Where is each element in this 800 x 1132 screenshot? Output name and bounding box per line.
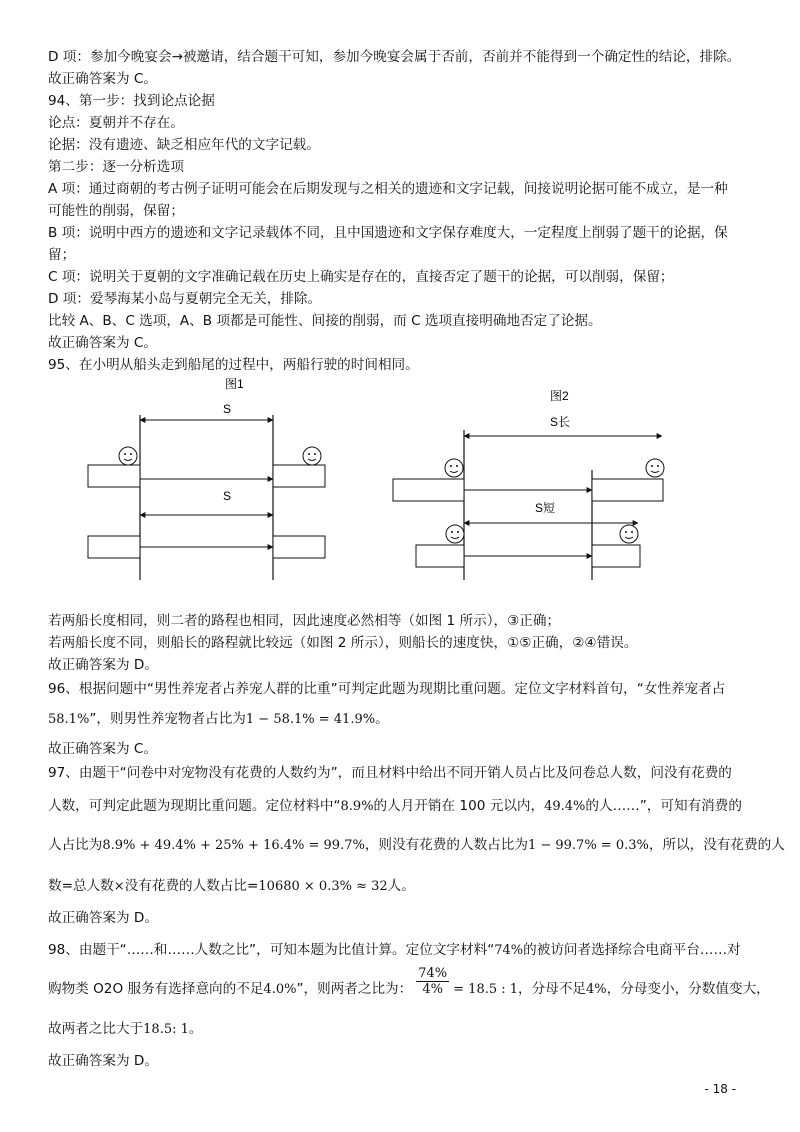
text-line: 若两船长度相同，则二者的路程也相同，因此速度必然相等（如图 1 所示），③正确； — [48, 613, 561, 629]
formula-line — [48, 710, 760, 729]
text-run: 人。 — [387, 878, 415, 894]
math-value: 74% — [494, 943, 524, 958]
boat-rect — [592, 545, 640, 567]
boat-rect — [393, 479, 464, 501]
text-run: ，所以，没有花费的人 — [648, 837, 785, 853]
distance-label: S — [223, 402, 232, 416]
math-value: 8.9% — [340, 799, 374, 814]
text-run: ，则没有花费的人数占比为 — [364, 837, 528, 853]
text-line: D 项：爱琴海某小岛与夏朝完全无关，排除。 — [48, 291, 322, 307]
fraction-numerator: 74% — [418, 965, 448, 981]
text-line: 比较 A、B、C 选项，A、B 项都是可能性、间接的削弱，而 C 选项直接明确地否定了论据。 — [48, 313, 602, 329]
text-line: 故正确答案为 D。 — [48, 1053, 158, 1069]
boat-rect — [416, 545, 464, 567]
figure-1-title: 图1 — [225, 377, 244, 391]
question-97-heading: 97、由题干“问卷中对宠物没有花费的人数约为”，而且材料中给出不同开销人员占比及问卷总人数，问没有花费的 — [48, 765, 732, 781]
person-face-icon — [646, 459, 664, 477]
distance-label: S短 — [535, 501, 556, 515]
math-formula: 18.5: 1 — [143, 1022, 189, 1037]
formula-line — [48, 941, 760, 960]
question-96-heading: 96、根据问题中“男性养宠者占养宠人群的比重”可判定此题为现期比重问题。定位文字材料首句，“女性养宠者占 — [48, 681, 726, 697]
text-line: 故正确答案为 C。 — [48, 71, 157, 87]
text-run: 人占比为 — [48, 837, 103, 853]
text-line: 故正确答案为 D。 — [48, 657, 158, 673]
text-line: A 项：通过商朝的考古例子证明可能会在后期发现与之相关的遗迹和文字记载，间接说明论据可能不成立，是一种 — [48, 181, 728, 197]
text-run: 。 — [188, 1021, 203, 1037]
distance-label: S — [223, 489, 232, 503]
question-95-heading: 95、在小明从船头走到船尾的过程中，两船行驶的时间相同。 — [48, 357, 419, 373]
text-run: ，分母不足 — [518, 981, 587, 997]
page-number: - 18 - — [704, 1082, 736, 1096]
text-run: ”，则男性养宠物者占比为 — [89, 711, 246, 727]
math-value: 4% — [586, 982, 607, 997]
fraction — [416, 966, 449, 997]
text-line: D 项：参加今晚宴会→被邀请，结合题干可知，参加今晚宴会属于否前，否前并不能得到一个确定性的结论，排除。 — [48, 49, 741, 65]
text-run: 数=总人数 — [48, 878, 114, 894]
person-face-icon — [445, 459, 463, 477]
question-94-heading: 94、第一步：找到论点论据 — [48, 93, 215, 109]
text-run: 故两者之比大于 — [48, 1021, 144, 1037]
person-face-icon — [303, 447, 321, 465]
formula-line — [48, 965, 770, 999]
text-run: 的人月开销在 100 元以内， — [373, 798, 545, 814]
math-value: 4.0% — [263, 982, 297, 997]
distance-label: S长 — [550, 415, 571, 429]
figure-1 — [88, 377, 325, 580]
text-line: 留； — [48, 247, 76, 263]
math-formula: 1 − 58.1% = 41.9% — [245, 712, 376, 727]
boat-diagram — [80, 370, 700, 590]
math-formula: = 18.5 : 1 — [453, 982, 519, 997]
text-run: ，分母变小，分数值变大， — [606, 981, 770, 997]
text-line: 可能性的削弱，保留； — [48, 203, 184, 219]
person-face-icon — [446, 525, 464, 543]
person-face-icon — [620, 525, 638, 543]
text-line: 论据：没有遗迹、缺乏相应年代的文字记载。 — [48, 137, 320, 153]
math-formula: 1 − 99.7% = 0.3% — [527, 838, 649, 853]
formula-line — [48, 1020, 760, 1039]
math-formula: 8.9% + 49.4% + 25% + 16.4% = 99.7% — [102, 838, 365, 853]
text-line: 论点：夏朝并不存在。 — [48, 115, 184, 131]
text-line: C 项：说明关于夏朝的文字准确记载在历史上确实是存在的，直接否定了题干的论据，可以削弱，保留； — [48, 269, 674, 285]
text-line: 若两船长度不同，则船长的路程就比较远（如图 2 所示），则船长的速度快，①⑤正确，②④错误。 — [48, 635, 638, 651]
text-run: 人数，可判定此题为现期比重问题。定位材料中“ — [48, 798, 341, 814]
text-run: 。 — [375, 711, 389, 727]
boat-rect — [88, 536, 140, 558]
figure-2 — [393, 389, 664, 580]
text-line: 故正确答案为 D。 — [48, 910, 158, 926]
text-run: 的人……”，可知有消费的 — [585, 798, 742, 814]
text-run: 没有花费的人数占比= — [124, 878, 259, 894]
boat-rect — [88, 465, 140, 487]
math-symbol: × — [113, 879, 125, 894]
math-value: 58.1% — [48, 712, 90, 727]
boat-rect — [273, 465, 325, 487]
text-run: ”，则两者之比为： — [296, 981, 413, 997]
formula-line — [48, 836, 785, 855]
text-run: 购物类 O2O 服务有选择意向的不足 — [48, 981, 264, 997]
text-run: 98、由题干“……和……人数之比”，可知本题为比值计算。定位文字材料“ — [48, 942, 495, 958]
formula-line — [48, 797, 760, 816]
text-line: 故正确答案为 C。 — [48, 741, 157, 757]
text-line: 故正确答案为 C。 — [48, 335, 157, 351]
boat-rect — [273, 536, 325, 558]
person-face-icon — [119, 447, 137, 465]
figure-2-title: 图2 — [550, 389, 569, 403]
text-run: 的被访问者选择综合电商平台……对 — [523, 942, 741, 958]
math-formula: 10680 × 0.3% ≈ 32 — [258, 879, 388, 894]
fraction-denominator: 4% — [422, 981, 444, 997]
formula-line — [48, 877, 760, 896]
text-line: B 项：说明中西方的遗迹和文字记录载体不同，且中国遗迹和文字保存难度大，一定程度上削弱了题干的论据，保 — [48, 225, 728, 241]
text-line: 第二步：逐一分析选项 — [48, 159, 184, 175]
boat-rect — [592, 479, 663, 501]
math-value: 49.4% — [544, 799, 586, 814]
